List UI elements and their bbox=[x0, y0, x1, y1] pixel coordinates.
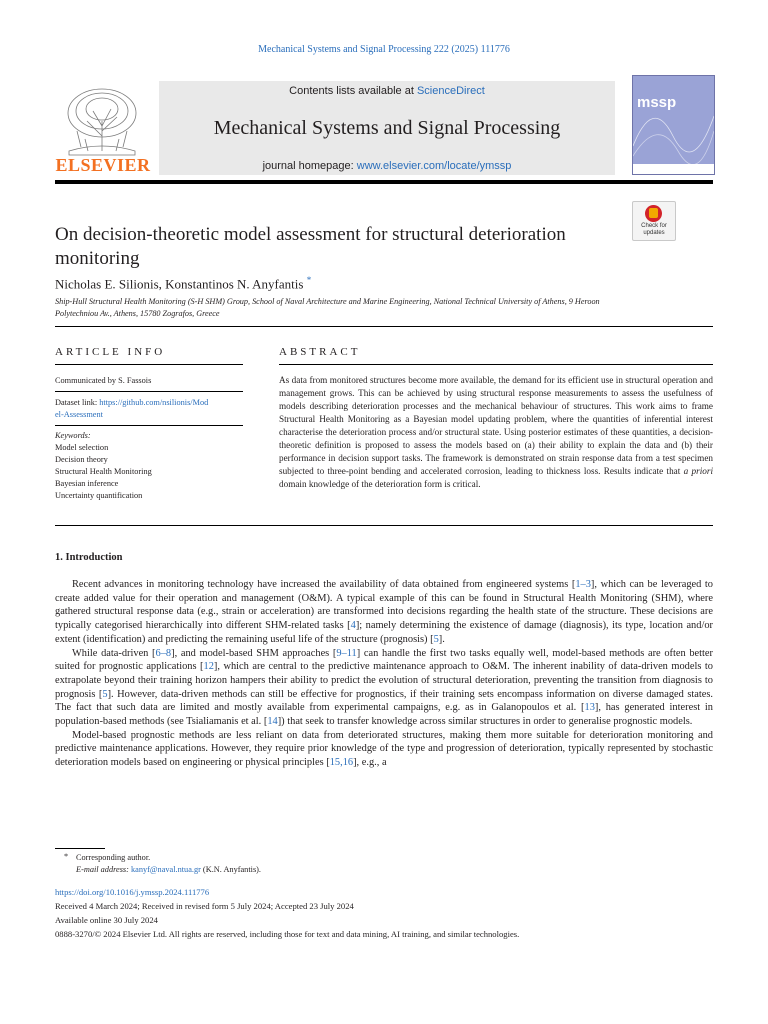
contents-prefix: Contents lists available at bbox=[289, 85, 417, 97]
dataset-label: Dataset link: bbox=[55, 398, 100, 407]
copyright-notice: 0888-3270/© 2024 Elsevier Ltd. All rights are reserved, including those for text and data mining, AI training, and similar technologies. bbox=[55, 929, 520, 939]
citation-link[interactable]: 9–11 bbox=[336, 647, 357, 659]
elsevier-wordmark: ELSEVIER bbox=[55, 155, 151, 175]
article-title: On decision-theoretic model assessment for structural deterioration monitoring bbox=[55, 224, 566, 269]
abstract-rule bbox=[279, 364, 713, 365]
abstract-text: As data from monitored structures become more available, the demand for its efficient use in structural operation and management grows. This can be achieved by using structural response measurements to assess the usefulness of models describing deterioration processes and the mechanical behaviour of structures. This work aims to frame Structural Health Monitoring as a Bayesian model updating problem, where the quantities of inferential interest characterise the deterioration process and/or structural state. Using posterior estimates of these quantities, a decision-theoretic definition is proposed to assess the models based on (a) their ability to explain the data and (b) their performance in decision support tasks. The framework is demonstrated on strain response data from a test specimen subjected to three-point bending and accelerated corrosion, leading to thickness loss. Results indicate that a priori domain knowledge of the deterioration form is critical. bbox=[279, 375, 713, 489]
article-info-heading: ARTICLE INFO bbox=[55, 346, 166, 358]
email-line: E-mail address: kanyf@naval.ntua.gr (K.N. Anyfantis). bbox=[76, 865, 262, 874]
citation-link[interactable]: 6–8 bbox=[155, 647, 172, 659]
received-dates: Received 4 March 2024; Received in revised form 5 July 2024; Accepted 23 July 2024 bbox=[55, 901, 354, 911]
divider-bottom bbox=[55, 525, 713, 526]
dataset-link[interactable]: https://github.com/nsilionis/Mod bbox=[99, 398, 209, 407]
introduction-body bbox=[55, 578, 713, 770]
email-label: E-mail address: bbox=[76, 865, 129, 874]
crossmark-bookmark-icon bbox=[649, 208, 658, 218]
doi-link[interactable]: https://doi.org/10.1016/j.ymssp.2024.111776 bbox=[55, 887, 210, 897]
available-online: Available online 30 July 2024 bbox=[55, 915, 158, 925]
author-list bbox=[55, 275, 311, 292]
keyword-item: Structural Health Monitoring bbox=[55, 467, 152, 476]
keyword-item: Bayesian inference bbox=[55, 479, 119, 488]
email-link[interactable]: kanyf@naval.ntua.gr bbox=[131, 865, 201, 874]
footnote-mark: * bbox=[64, 852, 69, 861]
citation-link[interactable]: 12 bbox=[203, 661, 214, 673]
homepage-link[interactable]: www.elsevier.com/locate/ymssp bbox=[356, 160, 512, 172]
keywords-block bbox=[55, 430, 245, 502]
sciencedirect-link[interactable]: ScienceDirect bbox=[416, 85, 485, 97]
keyword-item: Uncertainty quantification bbox=[55, 491, 143, 500]
info-divider-1 bbox=[55, 391, 243, 392]
keywords-heading: Keywords: bbox=[55, 431, 91, 440]
citation-link[interactable]: 5 bbox=[102, 688, 108, 700]
dataset-link-block bbox=[55, 397, 245, 421]
citation-link[interactable]: 1–3 bbox=[575, 579, 591, 590]
paragraph: Model-based prognostic methods are less reliant on data from deteriorated structures, making them more suitable for deterioration monitoring and predictive maintenance applications. However, they require prior knowledge of the type and progression of deterioration, typically represented by stochastic deterioration models based on engineering or physical principles [15,16], e.g., a bbox=[55, 729, 713, 769]
author-names: Nicholas E. Silionis, Konstantinos N. Anyfantis bbox=[55, 276, 304, 292]
footnote-rule bbox=[55, 848, 105, 849]
cover-wave-graphic bbox=[633, 76, 714, 174]
citation-link[interactable]: 13 bbox=[584, 702, 595, 714]
section-heading-introduction: 1. Introduction bbox=[55, 552, 123, 563]
citation-link[interactable]: 15,16 bbox=[329, 757, 354, 769]
citation-link[interactable]: 4 bbox=[350, 620, 356, 632]
cover-wordmark: mssp bbox=[637, 94, 677, 111]
info-divider-2 bbox=[55, 425, 243, 426]
divider-top bbox=[55, 326, 713, 327]
corresponding-author-mark[interactable]: * bbox=[306, 275, 312, 285]
citation-link[interactable]: 5 bbox=[433, 633, 439, 645]
citation-link[interactable]: 14 bbox=[267, 716, 278, 728]
paragraph: Recent advances in monitoring technology have increased the availability of data obtained from engineered systems [1–3], which can be leveraged to create added value for their operation and management (O&M). A typical example of this can be found in Structural Health Monitoring (SHM), where gathered structural response data (e.g., strain or acceleration) are transformed into decisions regarding the health state of the structure. These decisions are typically categorised hierarchically into different SHM-related tasks [4]; namely determining the existence of damage (diagnosis), its type, location and/or extent (identification) and predicting the remaining useful life of the structure (prognosis) [5]. bbox=[55, 579, 713, 645]
journal-cover-image[interactable] bbox=[632, 75, 715, 175]
crossmark-label: Check for updates bbox=[641, 223, 667, 236]
check-for-updates-badge[interactable] bbox=[632, 201, 676, 241]
keyword-item: Decision theory bbox=[55, 455, 108, 464]
journal-reference[interactable]: Mechanical Systems and Signal Processing 222 (2025) 111776 bbox=[258, 44, 510, 55]
article-info-rule bbox=[55, 364, 243, 365]
affiliation: Ship-Hull Structural Health Monitoring (S-H SHM) Group, School of Naval Architecture and Marine Engineering, National Technical University of Athens, 9 Heroon Polytechniou Av., Athens, 15780 Zografos, Greece bbox=[55, 297, 600, 318]
paragraph: While data-driven [6–8], and model-based SHM approaches [9–11] can handle the first two tasks equally well, model-based methods are often better suited for prognostic applications [12], which are central to the predictive maintenance approach to O&M. The inherent inability of data-driven models to extrapolate beyond their training horizon hampers their ability to predict the evolution of structural deterioration, preventing the transition from diagnosis to prognosis [5]. However, data-driven methods can still be effective for prognostics, if their training sets encompass information on diverse damaged states. The fact that such data are limited and mostly available from experimental campaigns, e.g. as in Galanopoulos et al. [13], has generated interest in population-based methods (see Tsialiamanis et al. [14]) that seek to transfer knowledge across similar structures in order to generalise prognostic models. bbox=[55, 647, 714, 728]
homepage-line bbox=[159, 160, 615, 172]
contents-line bbox=[159, 85, 615, 97]
journal-banner bbox=[159, 81, 615, 175]
homepage-prefix: journal homepage: bbox=[262, 160, 357, 172]
journal-header bbox=[55, 75, 713, 175]
journal-title: Mechanical Systems and Signal Processing bbox=[213, 117, 561, 139]
header-rule bbox=[55, 180, 713, 184]
keyword-item: Model selection bbox=[55, 443, 109, 452]
communicated-by: Communicated by S. Fassois bbox=[55, 376, 152, 385]
abstract-heading: ABSTRACT bbox=[279, 346, 361, 358]
corresponding-author-note: Corresponding author. bbox=[76, 853, 151, 862]
dataset-link-continued[interactable]: el-Assessment bbox=[55, 410, 103, 419]
